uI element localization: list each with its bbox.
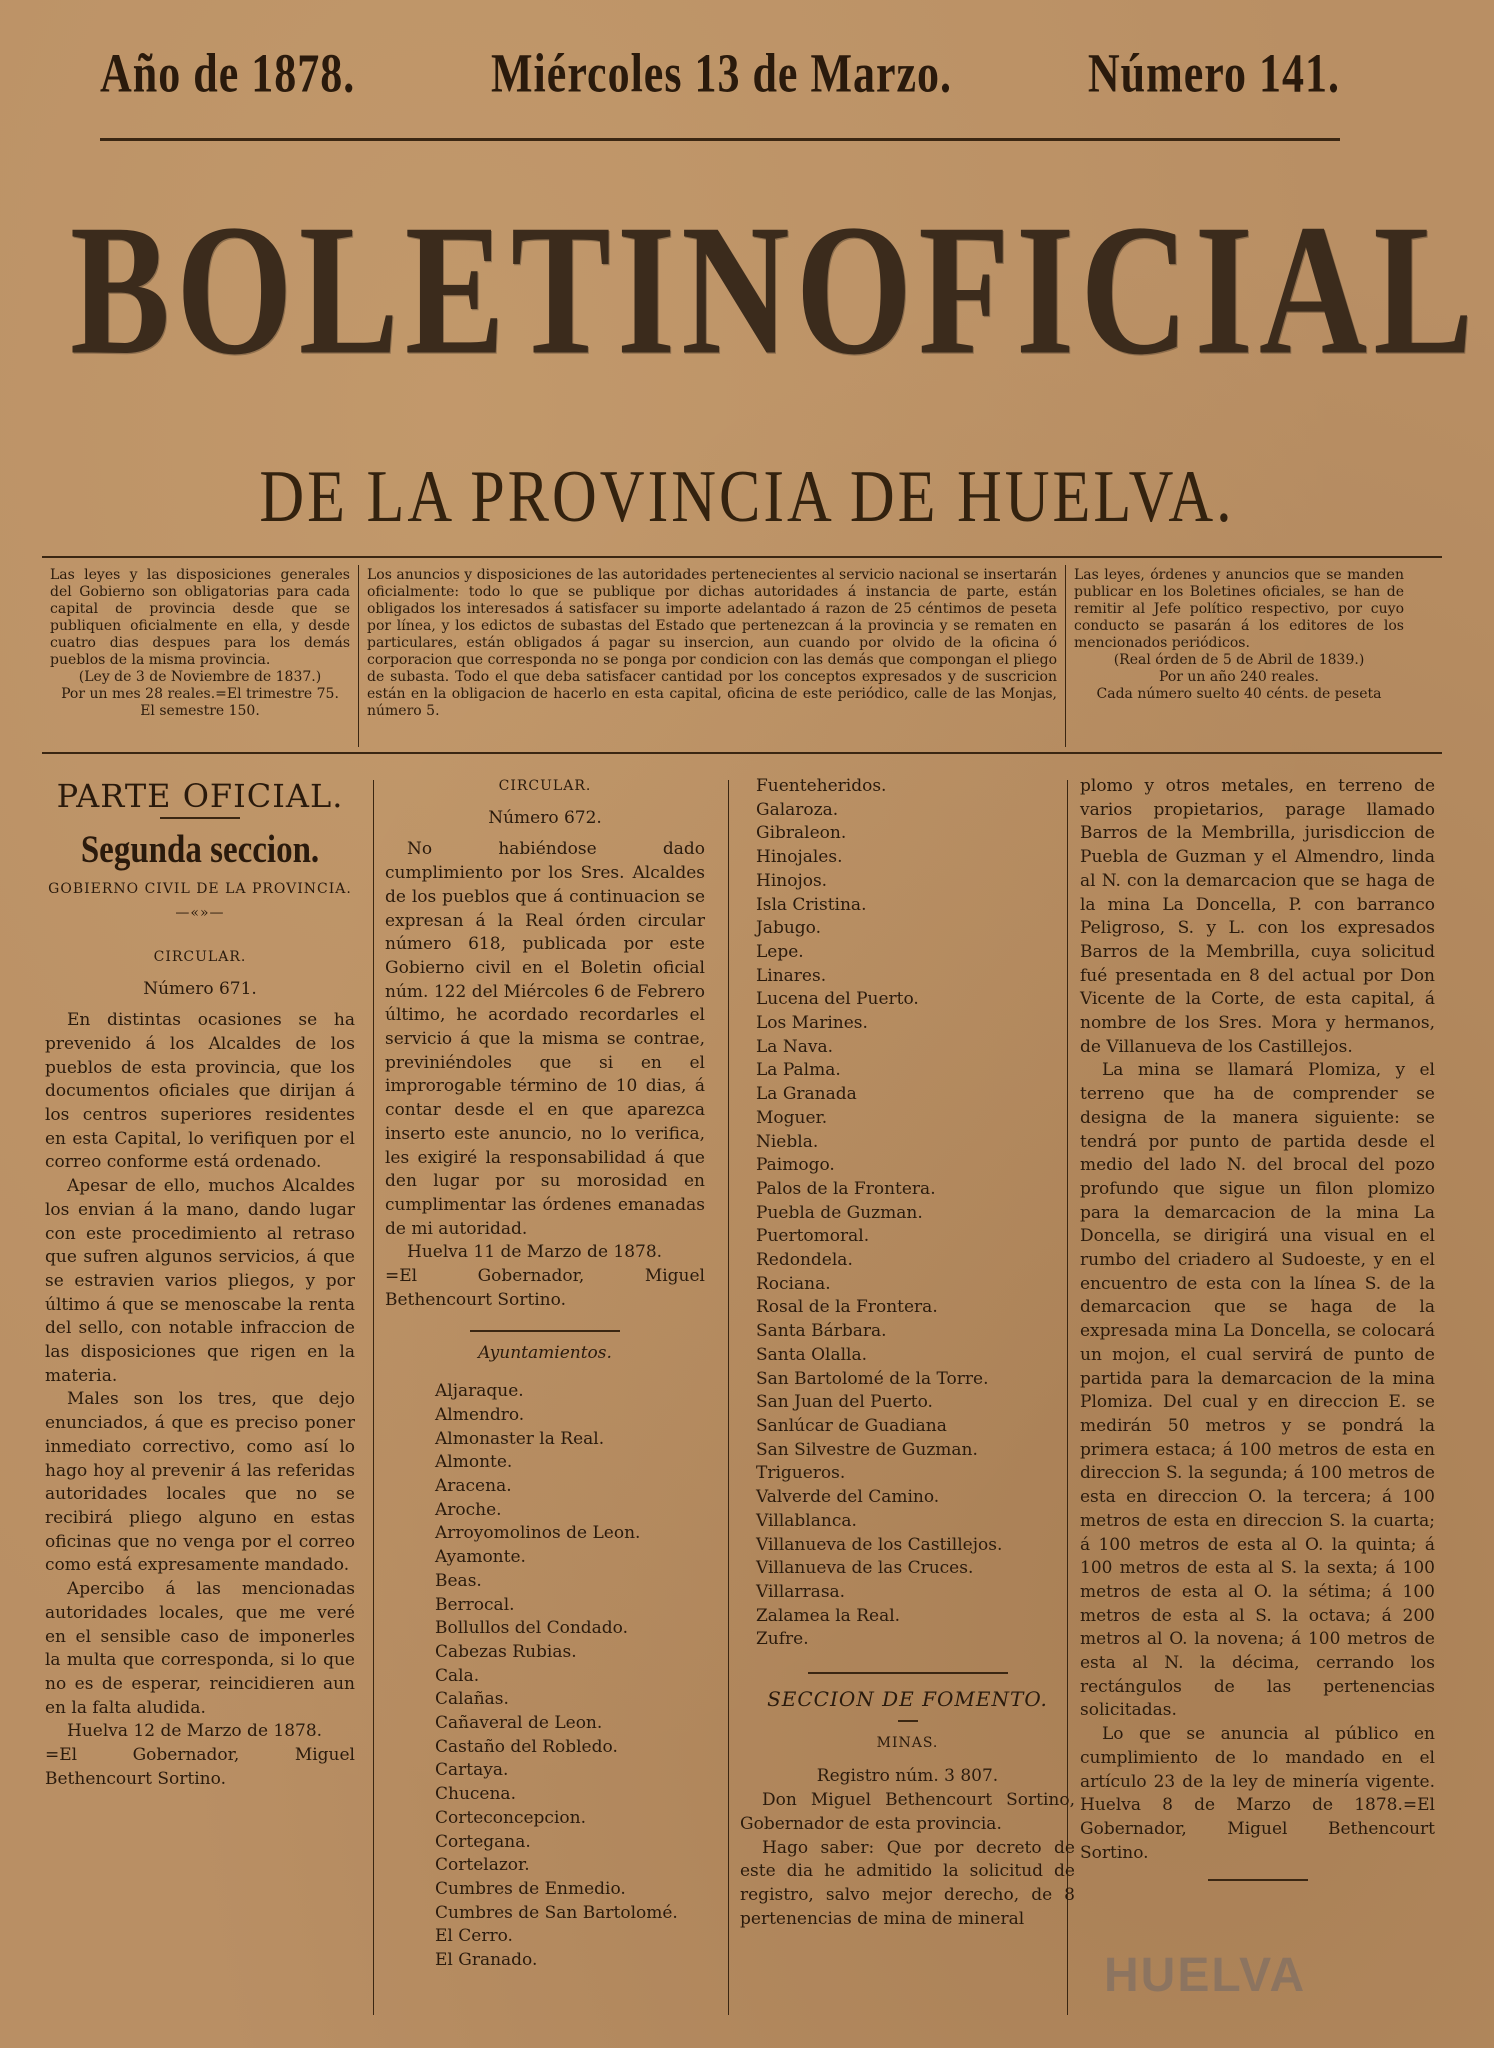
circular-671-p1: En distintas ocasiones se ha prevenido á los Alcaldes de los pueblos de esta provincia, que los documentos oficiales que dirijan á los centros superiores residentes en esta Capital, lo verifiquen por el correo conforme está ordenado. — [45, 1010, 355, 1173]
town-item: Arroyomolinos de Leon. — [435, 1523, 641, 1544]
subscription-notices — [42, 565, 1442, 747]
town-item: Trigueros. — [756, 1463, 846, 1484]
mining-notice-p2: La mina se llamará Plomiza, y el terreno que ha de comprender se designa de la manera siguiente: se tendrá por punto de partida desde el medio del lado N. del brocal del pozo profundo que sigue un filon plomizo para la demarcacion de la mina La Doncella, se dirigirá una visual en el rumbo del criadero al Sudoeste, y en el encuentro de esta con la línea S. de la demarcacion que se haga de la expresada mina La Doncella, se colocará un mojon, el cual servirá de punto de partida para la demarcacion de la mina Plomiza. Del cual y en direccion E. se medirán 50 metros y se pondrá la primera estaca; á 100 metros de esta en direccion S. la segunda; á 100 metros de esta en direccion O. la tercera; á 100 metros de esta en direccion S. la cuarta; á 100 metros de esta al O. la quinta; á 100 metros de esta al S. la sexta; á 100 metros de esta al O. la sétima; á 100 metros de esta al S. la octava; á 200 metros al O. la novena; á 100 metros de esta al N. la décima, cerrando los rectángulos de las pertenencias solicitadas. — [1080, 1060, 1435, 1721]
circular-671-date: Huelva 12 de Marzo de 1878. — [67, 1721, 323, 1742]
issue-number: Número 141. — [1087, 42, 1340, 105]
town-item: Villarrasa. — [756, 1581, 846, 1602]
town-item: Moguer. — [756, 1107, 828, 1128]
town-item: Redondela. — [756, 1250, 853, 1271]
notice-center-text: Los anuncios y disposiciones de las autoridades pertenecientes al servicio nacional se insertarán oficialmente: todo lo que se publique por dichas autoridades á instancia de parte, están obligados los interesados á satisfacer su importe adelantado á razon de 25 céntimos de peseta por línea, y los edictos de subastas del Estado que pertenezcan á la provincia y se rematen en particulares, están obligados á pagar su insercion, aun cuando por olvido de la oficina ó corporacion que corresponda no se ponga por condicion con las demás que compongan el pliego de subasta. Todo el que deba satisfacer cantidad por los conceptos expresados y de suscricion están en la obligacion de hacerlo en esta capital, oficina de este periódico, calle de las Monjas, número 5. — [367, 567, 1057, 719]
column-4 — [1080, 775, 1435, 1889]
notice-left-text: Las leyes y las disposiciones generales del Gobierno son obligatorias para cada capital de provincia desde que se publiquen oficialmente en ella, y desde cuatro dias despues para los demás pueblos de la misma provincia. — [50, 567, 350, 668]
notice-right-text: Las leyes, órdenes y anuncios que se manden publicar en los Boletines oficiales, se han de remitir al Jefe político respectivo, por cuyo conducto se pasarán á los editores de los mencionados periódicos. — [1074, 567, 1404, 651]
town-item: Hinojales. — [756, 847, 843, 868]
notice-left-price: Por un mes 28 reales.=El trimestre 75. — [61, 686, 339, 702]
town-item: Cañaveral de Leon. — [435, 1713, 603, 1734]
circular-671-signature: =El Gobernador, Miguel Bethencourt Sortino. — [45, 1745, 355, 1789]
town-item: Zalamea la Real. — [756, 1605, 901, 1626]
town-item: Almonte. — [435, 1452, 513, 1473]
circular-heading-672: CIRCULAR. — [498, 778, 592, 794]
town-item: Cabezas Rubias. — [435, 1641, 577, 1662]
minas-heading: MINAS. — [876, 1734, 939, 1751]
town-item: Galaroza. — [756, 799, 839, 820]
fomento-heading: SECCION DE FOMENTO. — [767, 1687, 1048, 1712]
town-item: Lepe. — [756, 941, 804, 962]
notice-top-rule — [42, 556, 1442, 558]
masthead-dateline — [100, 42, 1340, 106]
town-item: Aljaraque. — [435, 1381, 524, 1402]
notice-left-ref: (Ley de 3 de Noviembre de 1837.) — [78, 669, 322, 685]
mining-notice-p1: plomo y otros metales, en terreno de varios propietarios, parage llamado Barros de la Membrilla, jurisdiccion de Puebla de Guzman y el Almendro, linda al N. con la demarcacion que se haga de la mina La Doncella, P. con barranco Peligroso, S. y L. con los expresados Barros de la Membrilla, cuya solicitud fué presentada en 8 del actual por Don Vicente de la Corte, de esta capital, á nombre de los Sres. Mora y hermanos, de Villanueva de los Castillejos. — [1080, 776, 1435, 1057]
year-label: Año de 1878. — [100, 42, 356, 105]
town-item: Rociana. — [756, 1273, 831, 1294]
column-2 — [385, 775, 705, 1973]
circular-number-671: Número 671. — [143, 978, 257, 999]
town-item: Cortelazor. — [435, 1855, 530, 1876]
gobierno-heading: GOBIERNO CIVIL DE LA PROVINCIA. — [48, 881, 352, 898]
town-item: Valverde del Camino. — [756, 1487, 940, 1508]
town-item: Aroche. — [435, 1499, 502, 1520]
town-item: El Cerro. — [435, 1926, 513, 1947]
circular-671-p2: Apesar de ello, muchos Alcaldes los envian á la mano, dando lugar con este procedimiento al retraso que sufren algunos servicios, á que se estravien varios pliegos, y por último á que se menoscabe la renta del sello, con notable infraccion de las disposiciones que rigen en la materia. — [45, 1176, 355, 1386]
town-list-2 — [740, 775, 1075, 1652]
circular-671-p4: Apercibo á las mencionadas autoridades locales, que me veré en el sensible caso de imponerles la multa que corresponda, si lo que no es de esperar, reincidieren aun en la falta aludida. — [45, 1579, 355, 1718]
town-item: Cumbres de San Bartolomé. — [435, 1902, 678, 1923]
town-item: Almonaster la Real. — [435, 1428, 605, 1449]
town-item: Zufre. — [756, 1629, 809, 1650]
registro-number: Registro núm. 3 807. — [816, 1766, 999, 1787]
title-banner — [70, 175, 1480, 405]
town-item: Paimogo. — [756, 1155, 835, 1176]
town-item: Hinojos. — [756, 870, 828, 891]
notice-right-price2: Cada número suelto 40 cénts. de peseta — [1096, 686, 1382, 702]
circular-heading-671: CIRCULAR. — [153, 948, 247, 965]
circular-672-p1: No habiéndose dado cumplimiento por los Sres. Alcaldes de los pueblos que á continuacion se expresan á la Real órden circular número 618, publicada por este Gobierno civil en el Boletin oficial núm. 122 del Miércoles 6 de Febrero último, he acordado recordarles el servicio á que la misma se contrae, previniéndoles que si en el improrogable término de 10 dias, á contar desde el en que aparezca inserto este anuncio, no lo verifica, les exigiré la responsabilidad á que den lugar por su morosidad en cumplimentar las órdenes emanadas de mi autoridad. — [385, 839, 705, 1239]
town-item: Jabugo. — [756, 918, 822, 939]
town-item: Villablanca. — [756, 1510, 857, 1531]
notice-right-ref: (Real órden de 5 de Abril de 1839.) — [1113, 652, 1365, 668]
town-item: Corteconcepcion. — [435, 1807, 586, 1828]
town-item: Fuenteheridos. — [756, 776, 887, 796]
town-item: Cumbres de Enmedio. — [435, 1878, 626, 1899]
town-item: Sanlúcar de Guadiana — [756, 1415, 947, 1436]
ornament: —«»— — [175, 905, 225, 922]
town-item: Villanueva de los Castillejos. — [756, 1534, 1003, 1555]
town-item: Cortegana. — [435, 1831, 531, 1852]
town-item: Los Marines. — [756, 1013, 868, 1034]
seccion-heading: Segunda seccion. — [80, 827, 320, 872]
archive-watermark-stamp: HUELVA — [1104, 1949, 1307, 2002]
subtitle: DE LA PROVINCIA DE HUELVA. — [259, 456, 1235, 538]
town-item: La Nava. — [756, 1036, 833, 1057]
town-item: Santa Bárbara. — [756, 1321, 887, 1342]
circular-number-672: Número 672. — [488, 807, 602, 828]
circular-671-p3: Males son los tres, que dejo enunciados, á que es preciso poner inmediato correctivo, como así lo hago hoy al prevenir á las referidas autoridades locales que no se recibirá pliego alguno en estas oficinas que no venga por el correo como está expresamente mandado. — [45, 1389, 355, 1576]
notice-left-price2: El semestre 150. — [140, 703, 260, 719]
town-item: Bollullos del Condado. — [435, 1618, 629, 1639]
mining-notice-start: Hago saber: Que por decreto de este dia he admitido la solicitud de registro, salvo mejor derecho, de 8 pertenencias de mina de mineral — [740, 1837, 1075, 1929]
town-item: Puertomoral. — [756, 1226, 870, 1247]
parte-oficial-heading: PARTE OFICIAL. — [56, 777, 344, 815]
notice-bottom-rule — [42, 752, 1442, 754]
town-item: El Granado. — [435, 1950, 538, 1971]
town-item: La Palma. — [756, 1060, 841, 1081]
town-item: Aracena. — [435, 1475, 512, 1496]
circular-672-date: Huelva 11 de Marzo de 1878. — [407, 1242, 663, 1263]
town-item: Cala. — [435, 1665, 480, 1686]
town-item: Palos de la Frontera. — [756, 1178, 936, 1199]
article-columns — [40, 775, 1460, 2025]
notice-center — [359, 565, 1066, 747]
title-left-word: BOLETIN — [70, 186, 796, 394]
town-item: Almendro. — [435, 1404, 525, 1425]
title-right-word: OFICIAL — [795, 186, 1480, 394]
town-item: Beas. — [435, 1570, 482, 1591]
town-item: Linares. — [756, 965, 827, 986]
town-item: Villanueva de las Cruces. — [756, 1558, 974, 1579]
town-item: Castaño del Robledo. — [435, 1736, 618, 1757]
masthead-rule — [100, 138, 1340, 141]
town-item: San Bartolomé de la Torre. — [756, 1368, 989, 1389]
town-item: Lucena del Puerto. — [756, 989, 919, 1010]
notice-left — [42, 565, 359, 747]
town-list-1 — [385, 1380, 705, 1973]
town-item: San Juan del Puerto. — [756, 1392, 933, 1413]
town-item: Santa Olalla. — [756, 1344, 868, 1365]
town-item: Rosal de la Frontera. — [756, 1297, 938, 1318]
town-item: Gibraleon. — [756, 823, 847, 844]
town-item: Berrocal. — [435, 1594, 515, 1615]
town-item: San Silvestre de Guzman. — [756, 1439, 978, 1460]
town-item: Chucena. — [435, 1784, 516, 1805]
date-label: Miércoles 13 de Marzo. — [491, 42, 953, 105]
circular-672-signature: =El Gobernador, Miguel Bethencourt Sortino. — [385, 1266, 705, 1310]
mining-notice-p3: Lo que se anuncia al público en cumplimiento de lo mandado en el artículo 23 de la ley de minería vigente. Huelva 8 de Marzo de 1878.=El Gobernador, Miguel Bethencourt Sortino. — [1080, 1724, 1435, 1863]
town-item: Niebla. — [756, 1131, 819, 1152]
town-item: Isla Cristina. — [756, 894, 867, 915]
notice-right — [1066, 565, 1412, 747]
town-item: Puebla de Guzman. — [756, 1202, 923, 1223]
ayuntamientos-heading: Ayuntamientos. — [478, 1343, 612, 1364]
town-item: La Granada — [756, 1084, 857, 1105]
column-1 — [45, 775, 355, 1791]
column-3 — [740, 775, 1075, 1931]
town-item: Calañas. — [435, 1689, 509, 1710]
mining-authority: Don Miguel Bethencourt Sortino, Gobernador de esta provincia. — [740, 1790, 1075, 1834]
notice-right-price: Por un año 240 reales. — [1158, 669, 1320, 685]
town-item: Cartaya. — [435, 1760, 509, 1781]
town-item: Ayamonte. — [435, 1547, 526, 1568]
